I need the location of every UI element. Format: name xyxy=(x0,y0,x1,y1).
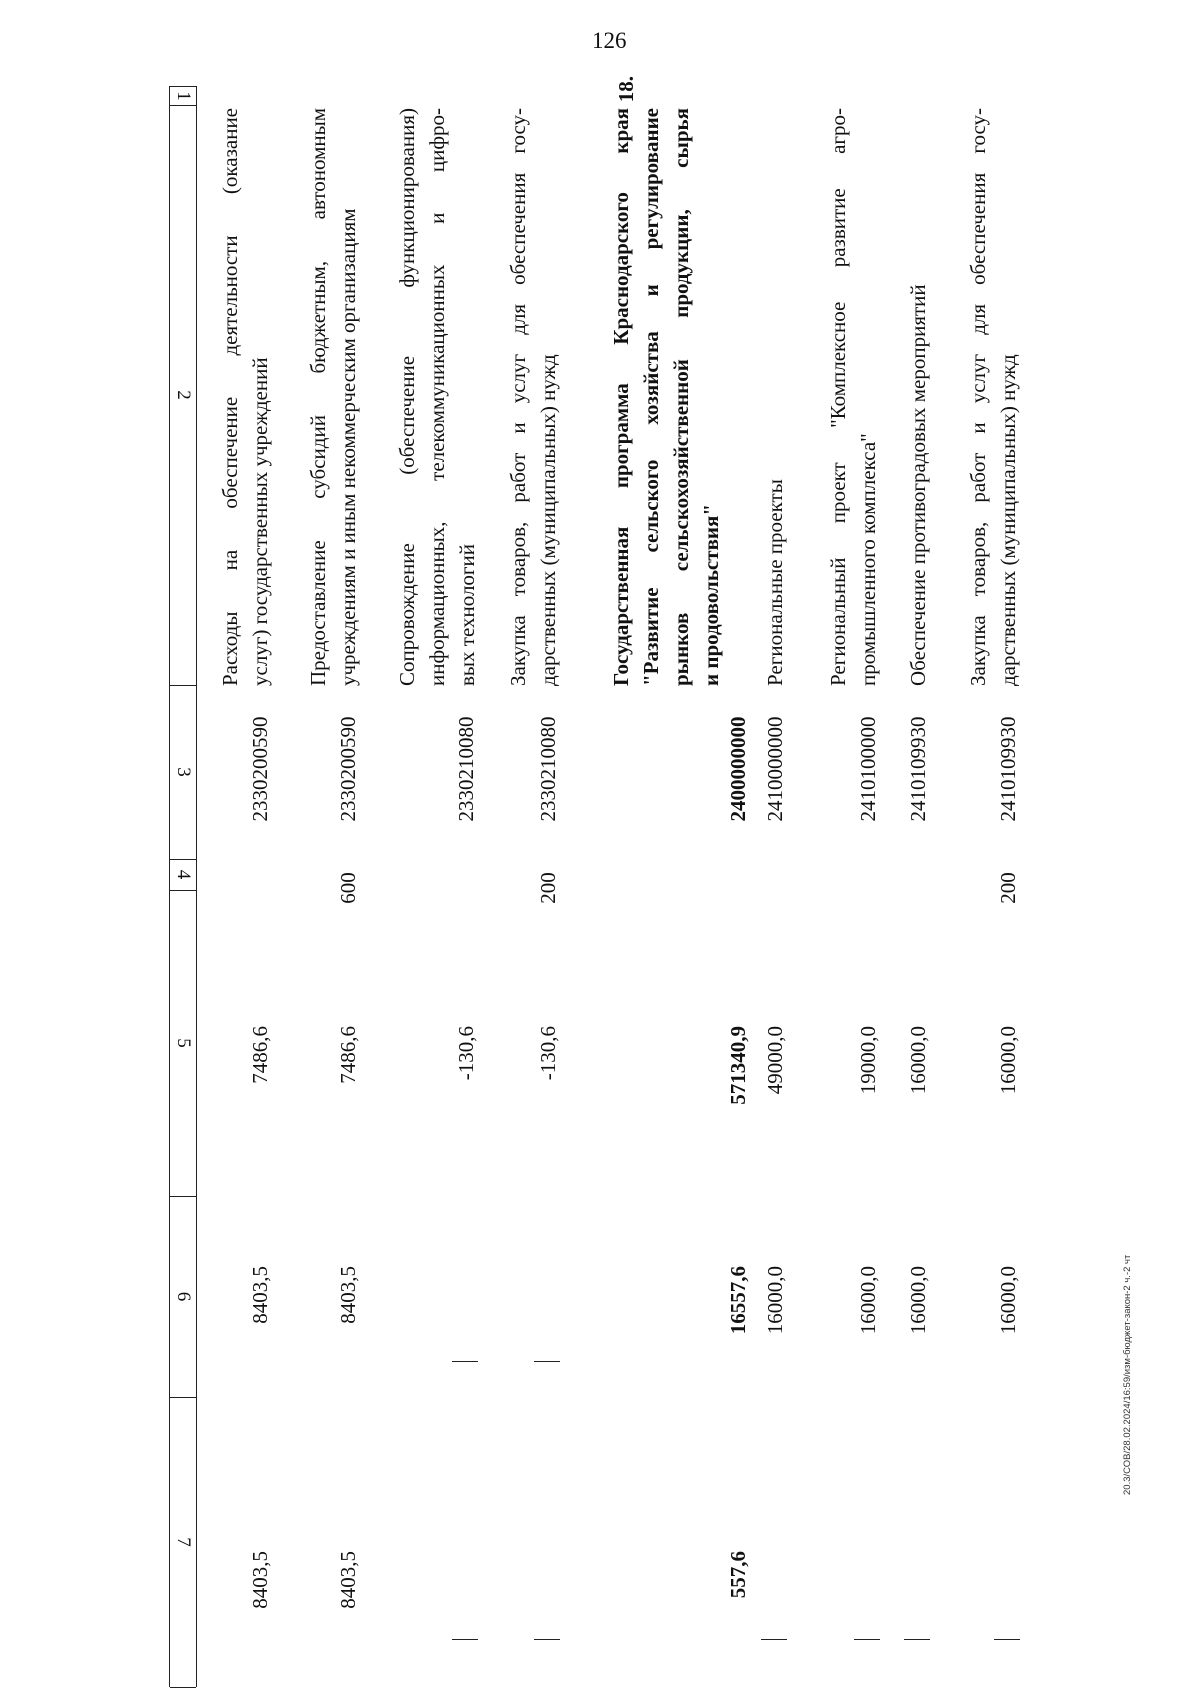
target-code: 2330210080 xyxy=(536,716,560,822)
header-col-1: 1 xyxy=(170,87,196,106)
value-col-5: 7486,6 xyxy=(336,1026,360,1084)
header-col-6: 6 xyxy=(170,1196,196,1398)
value-col-5: 7486,6 xyxy=(248,1026,272,1084)
row-text-line: Закупка товаров, работ и услуг для обеспечения госу- xyxy=(966,108,990,686)
row-text-line: промышленного комплекса" xyxy=(856,433,880,686)
target-code: 2410000000 xyxy=(763,716,787,822)
target-code: 2330200590 xyxy=(336,716,360,822)
header-col-3: 3 xyxy=(170,685,196,860)
target-code: 2330210080 xyxy=(454,716,478,822)
value-col-5: 16000,0 xyxy=(996,1026,1020,1095)
value-col-6: 16000,0 xyxy=(996,1266,1020,1335)
dash-col-7 xyxy=(854,1639,880,1640)
row-text-line: "Развитие сельского хозяйства и регулирование xyxy=(639,108,663,686)
page-number: 126 xyxy=(592,28,627,53)
value-col-6: 16000,0 xyxy=(856,1266,880,1335)
row-text-line: Государственная программа Краснодарского края xyxy=(609,108,633,686)
rotated-budget-table xyxy=(145,76,1090,1686)
value-col-7: 8403,5 xyxy=(336,1551,360,1609)
table-header xyxy=(169,86,197,1687)
dash-col-7 xyxy=(534,1639,560,1640)
dash-col-7 xyxy=(994,1639,1020,1640)
dash-col-7 xyxy=(452,1639,478,1640)
row-text-line: вых технологий xyxy=(455,543,479,686)
row-text-line: Сопровождение (обеспечение функционирования) xyxy=(395,108,419,686)
row-text-line: Закупка товаров, работ и услуг для обеспечения госу- xyxy=(506,108,530,686)
row-text-line: учреждениям и иным некоммерческим организациям xyxy=(336,208,360,686)
value-col-5: 19000,0 xyxy=(856,1026,880,1095)
row-text-line: рынков сельскохозяйственной продукции, сырья xyxy=(669,108,693,686)
expense-type: 600 xyxy=(336,872,360,904)
value-col-6: 16000,0 xyxy=(763,1266,787,1335)
header-col-2: 2 xyxy=(170,105,196,686)
target-code: 2410109930 xyxy=(996,716,1020,822)
value-col-6: 8403,5 xyxy=(336,1266,360,1324)
row-text-line: дарственных (муниципальных) нужд xyxy=(536,354,560,686)
row-text-line: информационных, телекоммуникационных и цифро- xyxy=(425,108,449,686)
expense-type: 200 xyxy=(996,872,1020,904)
footer-code: 20.3/СОВ/28.02.2024/16:59/изм-бюджет-закон-2 ч.-2 чт xyxy=(1122,1254,1133,1495)
row-text-line: Обеспечение противоградовых мероприятий xyxy=(906,284,930,686)
header-col-7: 7 xyxy=(170,1397,196,1688)
header-col-4: 4 xyxy=(170,859,196,891)
row-text-line: Региональный проект "Комплексное развитие агро- xyxy=(826,108,850,686)
value-col-5: -130,6 xyxy=(454,1026,478,1081)
target-code: 2330200590 xyxy=(248,716,272,822)
value-col-5: 16000,0 xyxy=(906,1026,930,1095)
row-text-line: Предоставление субсидий бюджетным, автономным xyxy=(306,108,330,686)
value-col-5: -130,6 xyxy=(536,1026,560,1081)
value-col-6: 8403,5 xyxy=(248,1266,272,1324)
target-code: 2400000000 xyxy=(726,716,750,822)
target-code: 2410109930 xyxy=(906,716,930,822)
value-col-7: 557,6 xyxy=(726,1551,750,1599)
row-text-line: Расходы на обеспечение деятельности (оказание xyxy=(218,108,242,686)
row-text-line: дарственных (муниципальных) нужд xyxy=(996,354,1020,686)
row-text-line: услуг) государственных учреждений xyxy=(248,357,272,686)
value-col-5: 49000,0 xyxy=(763,1026,787,1095)
row-text-line: и продовольствия" xyxy=(699,503,723,686)
target-code: 2410100000 xyxy=(856,716,880,822)
header-col-5: 5 xyxy=(170,890,196,1197)
dash-col-7 xyxy=(761,1639,787,1640)
dash-col-7 xyxy=(904,1639,930,1640)
dash-col-6 xyxy=(534,1361,560,1362)
row-text-line: Региональные проекты xyxy=(763,479,787,686)
value-col-6: 16000,0 xyxy=(906,1266,930,1335)
dash-col-6 xyxy=(452,1361,478,1362)
section-number: 18. xyxy=(614,76,638,103)
value-col-7: 8403,5 xyxy=(248,1551,272,1609)
expense-type: 200 xyxy=(536,872,560,904)
value-col-5: 571340,9 xyxy=(726,1026,750,1105)
value-col-6: 16557,6 xyxy=(726,1266,750,1335)
